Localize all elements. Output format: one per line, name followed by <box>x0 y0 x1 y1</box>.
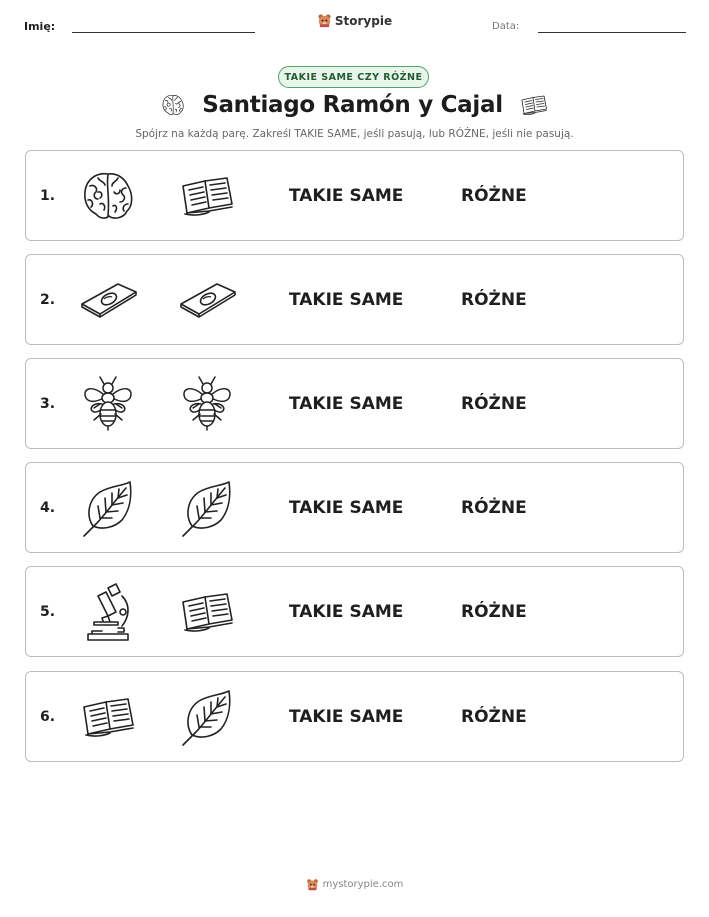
storypie-logo-icon <box>317 13 332 28</box>
leaf-icon <box>177 687 237 747</box>
page-title: Santiago Ramón y Cajal <box>202 92 503 118</box>
leaf-icon <box>78 478 138 538</box>
date-field-line[interactable] <box>538 32 686 33</box>
option-same[interactable]: TAKIE SAME <box>289 393 404 414</box>
row-number: 5. <box>40 603 56 620</box>
worksheet-type-badge: TAKIE SAME CZY RÓŻNE <box>278 66 429 88</box>
option-same[interactable]: TAKIE SAME <box>289 289 404 310</box>
option-same[interactable]: TAKIE SAME <box>289 706 404 727</box>
exercise-row <box>25 254 684 345</box>
microscope-icon <box>78 582 138 642</box>
bee-icon <box>177 374 237 434</box>
exercise-row <box>25 150 684 241</box>
microscope-slide-icon <box>177 270 237 330</box>
name-field-line[interactable] <box>72 32 255 33</box>
title-row <box>0 90 709 120</box>
option-different[interactable]: RÓŻNE <box>461 497 527 518</box>
footer <box>0 878 709 891</box>
book-icon <box>177 582 237 642</box>
option-same[interactable]: TAKIE SAME <box>289 185 404 206</box>
option-different[interactable]: RÓŻNE <box>461 706 527 727</box>
exercise-row <box>25 358 684 449</box>
row-number: 3. <box>40 395 56 412</box>
option-different[interactable]: RÓŻNE <box>461 601 527 622</box>
book-icon <box>177 166 237 226</box>
option-same[interactable]: TAKIE SAME <box>289 601 404 622</box>
book-icon <box>78 687 138 747</box>
leaf-icon <box>177 478 237 538</box>
option-same[interactable]: TAKIE SAME <box>289 497 404 518</box>
brand-name: Storypie <box>334 13 393 28</box>
row-number: 4. <box>40 499 56 516</box>
instructions: Spójrz na każdą parę. Zakreśl TAKIE SAME, jeśli pasują, lub RÓŻNE, jeśli nie pasują. <box>135 128 574 140</box>
exercise-row <box>25 462 684 553</box>
footer-url[interactable]: mystorypie.com <box>322 879 404 890</box>
row-number: 1. <box>40 187 56 204</box>
option-different[interactable]: RÓŻNE <box>461 393 527 414</box>
name-label: Imię: <box>24 20 56 33</box>
option-different[interactable]: RÓŻNE <box>461 289 527 310</box>
row-number: 2. <box>40 291 56 308</box>
brain-icon <box>78 166 138 226</box>
brain-icon <box>160 92 186 118</box>
exercise-row <box>25 566 684 657</box>
row-number: 6. <box>40 708 56 725</box>
bee-icon <box>78 374 138 434</box>
exercise-row <box>25 671 684 762</box>
date-label: Data: <box>492 21 520 32</box>
book-icon <box>519 90 549 120</box>
option-different[interactable]: RÓŻNE <box>461 185 527 206</box>
microscope-slide-icon <box>78 270 138 330</box>
brand <box>0 13 709 32</box>
storypie-logo-icon <box>306 878 319 891</box>
